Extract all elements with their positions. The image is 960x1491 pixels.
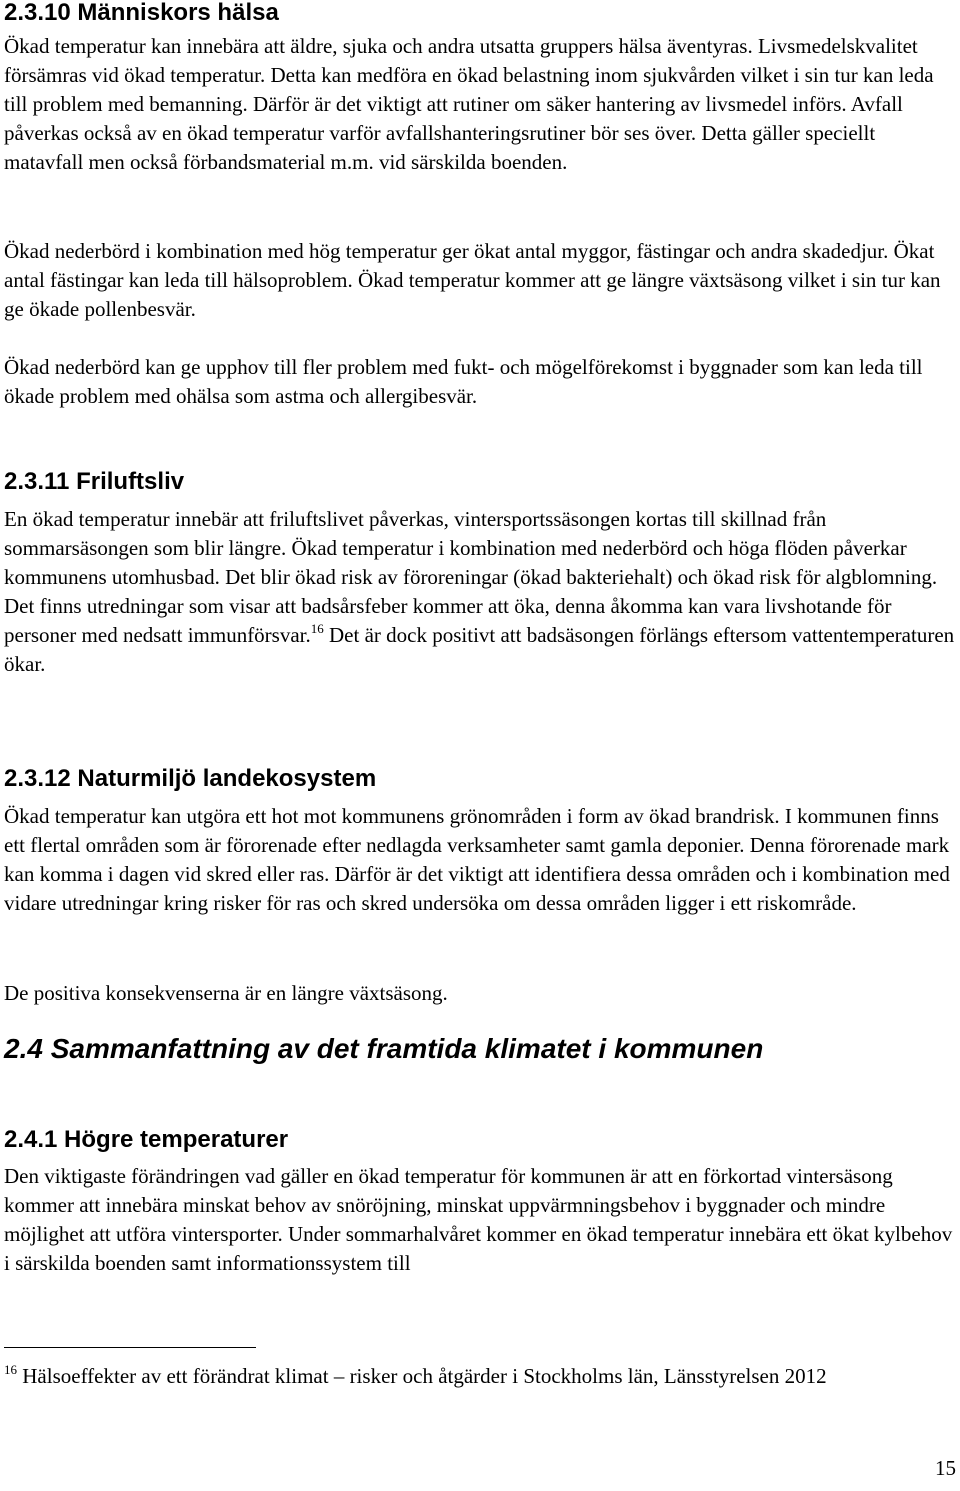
paragraph-outdoor-life-text: En ökad temperatur innebär att friluftslivet påverkas, vintersportssäsongen kortas till skillnad från sommarsäsongen som blir längre. Ökad temperatur i kombination med nederbörd och höga flöden påverkar kommunens utomhusbad. Det blir ökad risk av föroreningar (ökad bakteriehalt) och ökad risk för algblomning. Det finns utredningar som visar att badsårsfeber kommer att öka, denna åkomma kan vara livshotande för personer med nedsatt immunförsvar. <box>4 507 938 647</box>
paragraph-health-3: Ökad nederbörd kan ge upphov till fler problem med fukt- och mögelförekomst i byggnader som kan leda till ökade problem med ohälsa som astma och allergibesvär. <box>4 355 923 408</box>
page-number: 15 <box>935 1456 956 1480</box>
heading-2-3-10: 2.3.10 Människors hälsa <box>4 0 279 26</box>
paragraph-nature-2: De positiva konsekvenserna är en längre växtsäsong. <box>4 981 448 1005</box>
paragraph-health-1: Ökad temperatur kan innebära att äldre, sjuka och andra utsatta gruppers hälsa äventyras. Livsmedelskvalitet försämras vid ökad temperatur. Detta kan medföra en ökad belastning inom sjukvården vilket i sin tur kan leda till problem med bemanning. Därför är det viktigt att rutiner om säker hantering av livsmedel införs. Avfall påverkas också av en ökad temperatur varför avfallshanteringsrutiner bör ses över. Detta gäller speciellt matavfall men också förbandsmaterial m.m. vid särskilda boenden. <box>4 34 934 174</box>
footnote-separator <box>4 1347 256 1348</box>
footnote-reference: 16 <box>310 621 324 636</box>
heading-2-3-11: 2.3.11 Friluftsliv <box>4 468 185 495</box>
heading-2-4-1: 2.4.1 Högre temperaturer <box>4 1126 289 1153</box>
footnote <box>4 1362 956 1391</box>
footnote-number: 16 <box>4 1362 17 1377</box>
paragraph-outdoor-life-text-cont: Det är dock positivt att badsäsongen förlängs eftersom vattentemperaturen ökar. <box>4 623 955 676</box>
paragraph-nature-1: Ökad temperatur kan utgöra ett hot mot kommunens grönområden i form av ökad brandrisk. I kommunen finns ett flertal områden som är förorenade efter nedlagda verksamheter samt gamla deponier. Denna förorenade mark kan komma i dagen vid skred eller ras. Därför är det viktigt att identifiera dessa områden och i kombination med vidare utredningar kring risker för ras och skred undersöka om dessa områden ligger i ett riskområde. <box>4 804 950 915</box>
heading-2-3-12: 2.3.12 Naturmiljö landekosystem <box>4 765 377 792</box>
paragraph-health-2: Ökad nederbörd i kombination med hög temperatur ger ökat antal myggor, fästingar och andra skadedjur. Ökat antal fästingar kan leda till hälsoproblem. Ökad temperatur kommer att ge längre växtsäsong vilket i sin tur kan ge ökade pollenbesvär. <box>4 239 941 321</box>
heading-2-4: 2.4 Sammanfattning av det framtida klimatet i kommunen <box>4 1033 764 1064</box>
paragraph-higher-temperatures: Den viktigaste förändringen vad gäller en ökad temperatur för kommunen är att en förkortad vintersäsong kommer att innebära minskat behov av snöröjning, minskat uppvärmningsbehov i byggnader och mindre möjlighet att utföra vintersporter. Under sommarhalvåret kommer en ökad temperatur innebära ett ökat kylbehov i särskilda boenden samt informationssystem till <box>4 1164 953 1275</box>
footnote-text: Hälsoeffekter av ett förändrat klimat – risker och åtgärder i Stockholms län, Länsstyrelsen 2012 <box>17 1364 827 1388</box>
paragraph-outdoor-life <box>4 505 956 679</box>
